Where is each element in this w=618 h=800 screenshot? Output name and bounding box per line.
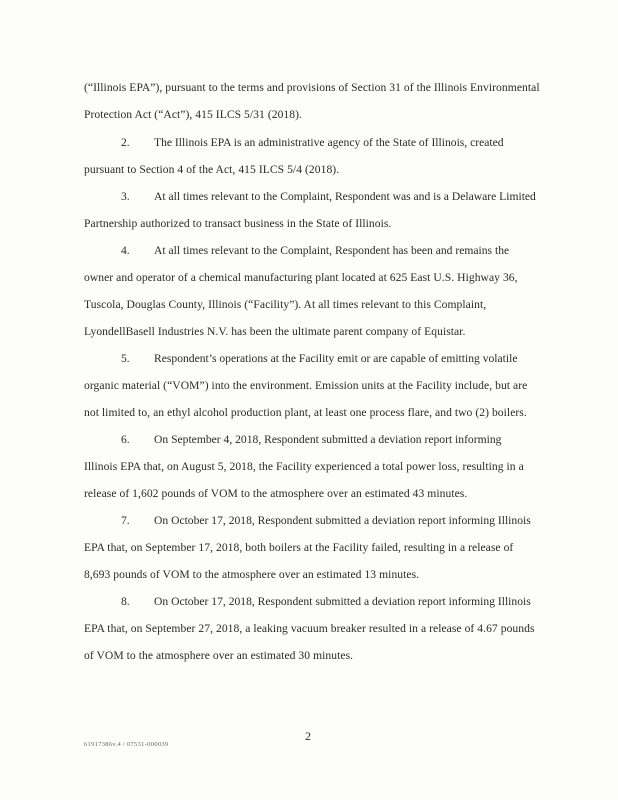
paragraph-text: EPA that, on September 27, 2018, a leaking vacuum breaker resulted in a release of 4.67 pounds [84, 622, 535, 635]
paragraph-text: Partnership authorized to transact business in the State of Illinois. [84, 217, 392, 230]
paragraph-number: 2. [121, 136, 130, 149]
paragraph-text: organic material (“VOM”) into the environment. Emission units at the Facility include, but are [84, 379, 528, 392]
paragraph-text: Tuscola, Douglas County, Illinois (“Facility”). At all times relevant to this Complaint, [84, 298, 487, 311]
paragraph-number: 3. [121, 190, 130, 203]
paragraph-text: 8,693 pounds of VOM to the atmosphere over an estimated 13 minutes. [84, 568, 420, 581]
paragraph-text: On October 17, 2018, Respondent submitted a deviation report informing Illinois [154, 595, 531, 608]
paragraph-text: pursuant to Section 4 of the Act, 415 ILCS 5/4 (2018). [84, 163, 340, 176]
document-id: 61917386v.4 / 07531-000039 [84, 741, 169, 748]
paragraph-text: of VOM to the atmosphere over an estimated 30 minutes. [84, 649, 354, 662]
intro-line-1: (“Illinois EPA”), pursuant to the terms and provisions of Section 31 of the Illinois Environmental [84, 81, 540, 94]
paragraph-text: EPA that, on September 17, 2018, both boilers at the Facility failed, resulting in a release of [84, 541, 514, 554]
paragraph-text: owner and operator of a chemical manufacturing plant located at 625 East U.S. Highway 36, [84, 271, 518, 284]
paragraph-text: not limited to, an ethyl alcohol production plant, at least one process flare, and two (2) boilers. [84, 406, 527, 419]
paragraph-number: 5. [121, 352, 130, 365]
paragraph-number: 6. [121, 433, 130, 446]
page-number: 2 [305, 729, 311, 743]
paragraph-text: At all times relevant to the Complaint, Respondent has been and remains the [154, 244, 510, 257]
intro-line-2: Protection Act (“Act”), 415 ILCS 5/31 (2018). [84, 108, 302, 121]
paragraph-text: Illinois EPA that, on August 5, 2018, the Facility experienced a total power loss, resulting in a [84, 460, 524, 473]
paragraph-text: On October 17, 2018, Respondent submitted a deviation report informing Illinois [154, 514, 531, 527]
paragraph-text: At all times relevant to the Complaint, Respondent was and is a Delaware Limited [154, 190, 536, 203]
paragraph-text: Respondent’s operations at the Facility emit or are capable of emitting volatile [154, 352, 518, 365]
paragraph-number: 7. [121, 514, 130, 527]
paragraph-text: LyondellBasell Industries N.V. has been the ultimate parent company of Equistar. [84, 325, 466, 338]
paragraph-number: 4. [121, 244, 130, 257]
paragraph-text: The Illinois EPA is an administrative agency of the State of Illinois, created [154, 136, 504, 149]
paragraph-text: release of 1,602 pounds of VOM to the atmosphere over an estimated 43 minutes. [84, 487, 468, 500]
paragraph-number: 8. [121, 595, 130, 608]
paragraph-text: On September 4, 2018, Respondent submitted a deviation report informing [154, 433, 502, 446]
